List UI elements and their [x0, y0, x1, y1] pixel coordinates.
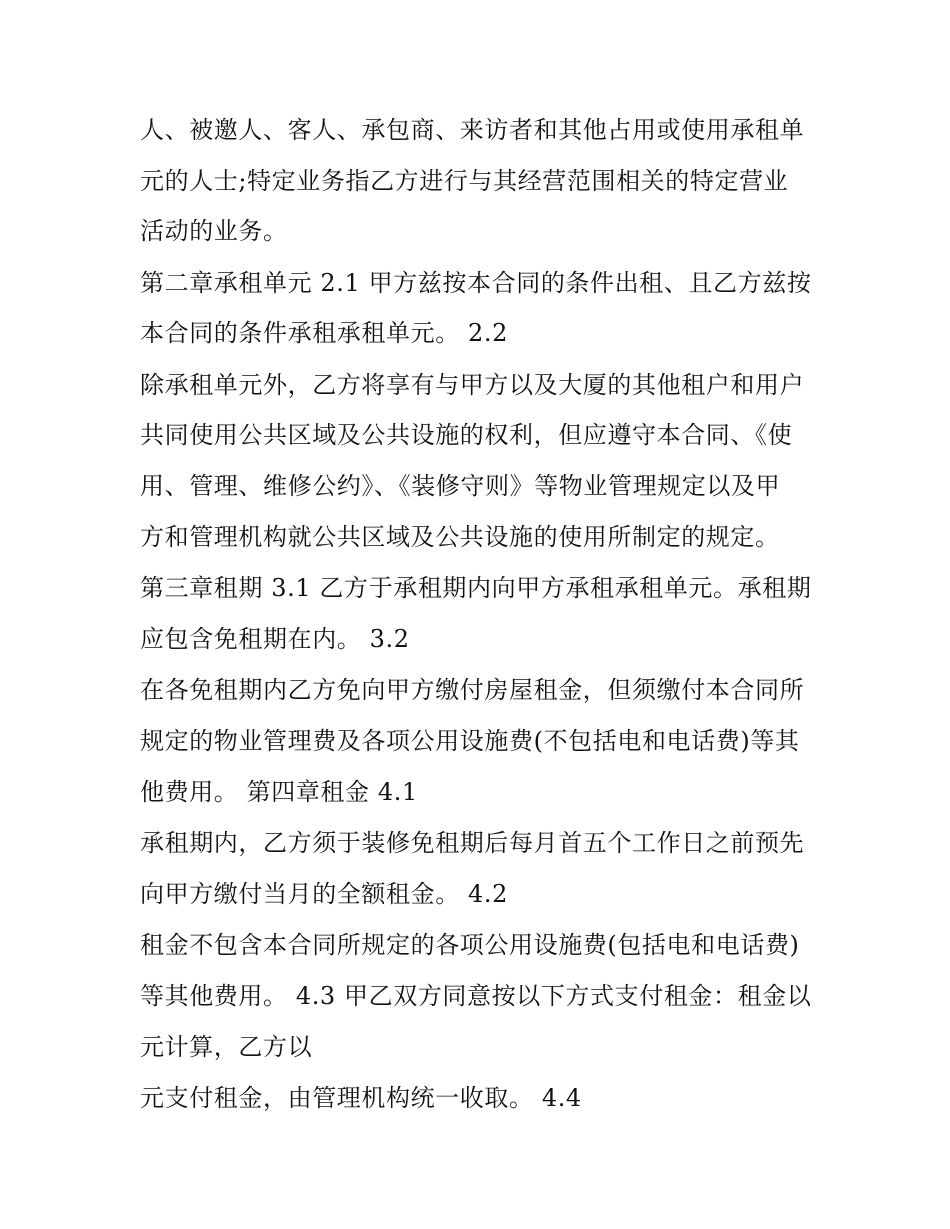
text-line: 本合同的条件承租承租单元。 2.2 [140, 319, 508, 347]
text-line: 元的人士;特定业务指乙方进行与其经营范围相关的特定营业 [140, 167, 789, 195]
text-line: 租金不包含本合同所规定的各项公用设施费(包括电和电话费) [140, 931, 800, 959]
text-line: 元计算，乙方以 [140, 1033, 313, 1061]
text-line: 承租期内，乙方须于装修免租期后每月首五个工作日之前预先 [140, 829, 805, 857]
text-line: 共同使用公共区域及公共设施的权利，但应遵守本合同、《使 [140, 421, 793, 449]
text-line: 等其他费用。 4.3 甲乙双方同意按以下方式支付租金：租金以 [140, 982, 812, 1010]
text-line: 第三章租期 3.1 乙方于承租期内向甲方承租承租单元。承租期 [140, 574, 812, 602]
text-line: 他费用。 第四章租金 4.1 [140, 778, 418, 806]
text-line: 应包含免租期在内。 3.2 [140, 625, 410, 653]
text-line: 规定的物业管理费及各项公用设施费(不包括电和电话费)等其 [140, 727, 800, 755]
text-line: 活动的业务。 [140, 217, 288, 245]
text-line: 方和管理机构就公共区域及公共设施的使用所制定的规定。 [140, 523, 780, 551]
text-line: 向甲方缴付当月的全额租金。 4.2 [140, 880, 508, 908]
text-line: 第二章承租单元 2.1 甲方兹按本合同的条件出租、且乙方兹按 [140, 269, 812, 297]
text-line: 除承租单元外，乙方将享有与甲方以及大厦的其他租户和用户 [140, 371, 805, 399]
text-line: 人、被邀人、客人、承包商、来访者和其他占用或使用承租单 [140, 116, 805, 144]
text-line: 用、管理、维修公约》、《装修守则》等物业管理规定以及甲 [140, 472, 781, 500]
text-line: 在各免租期内乙方免向甲方缴付房屋租金，但须缴付本合同所 [140, 676, 805, 704]
text-line: 元支付租金，由管理机构统一收取。 4.4 [140, 1084, 582, 1112]
